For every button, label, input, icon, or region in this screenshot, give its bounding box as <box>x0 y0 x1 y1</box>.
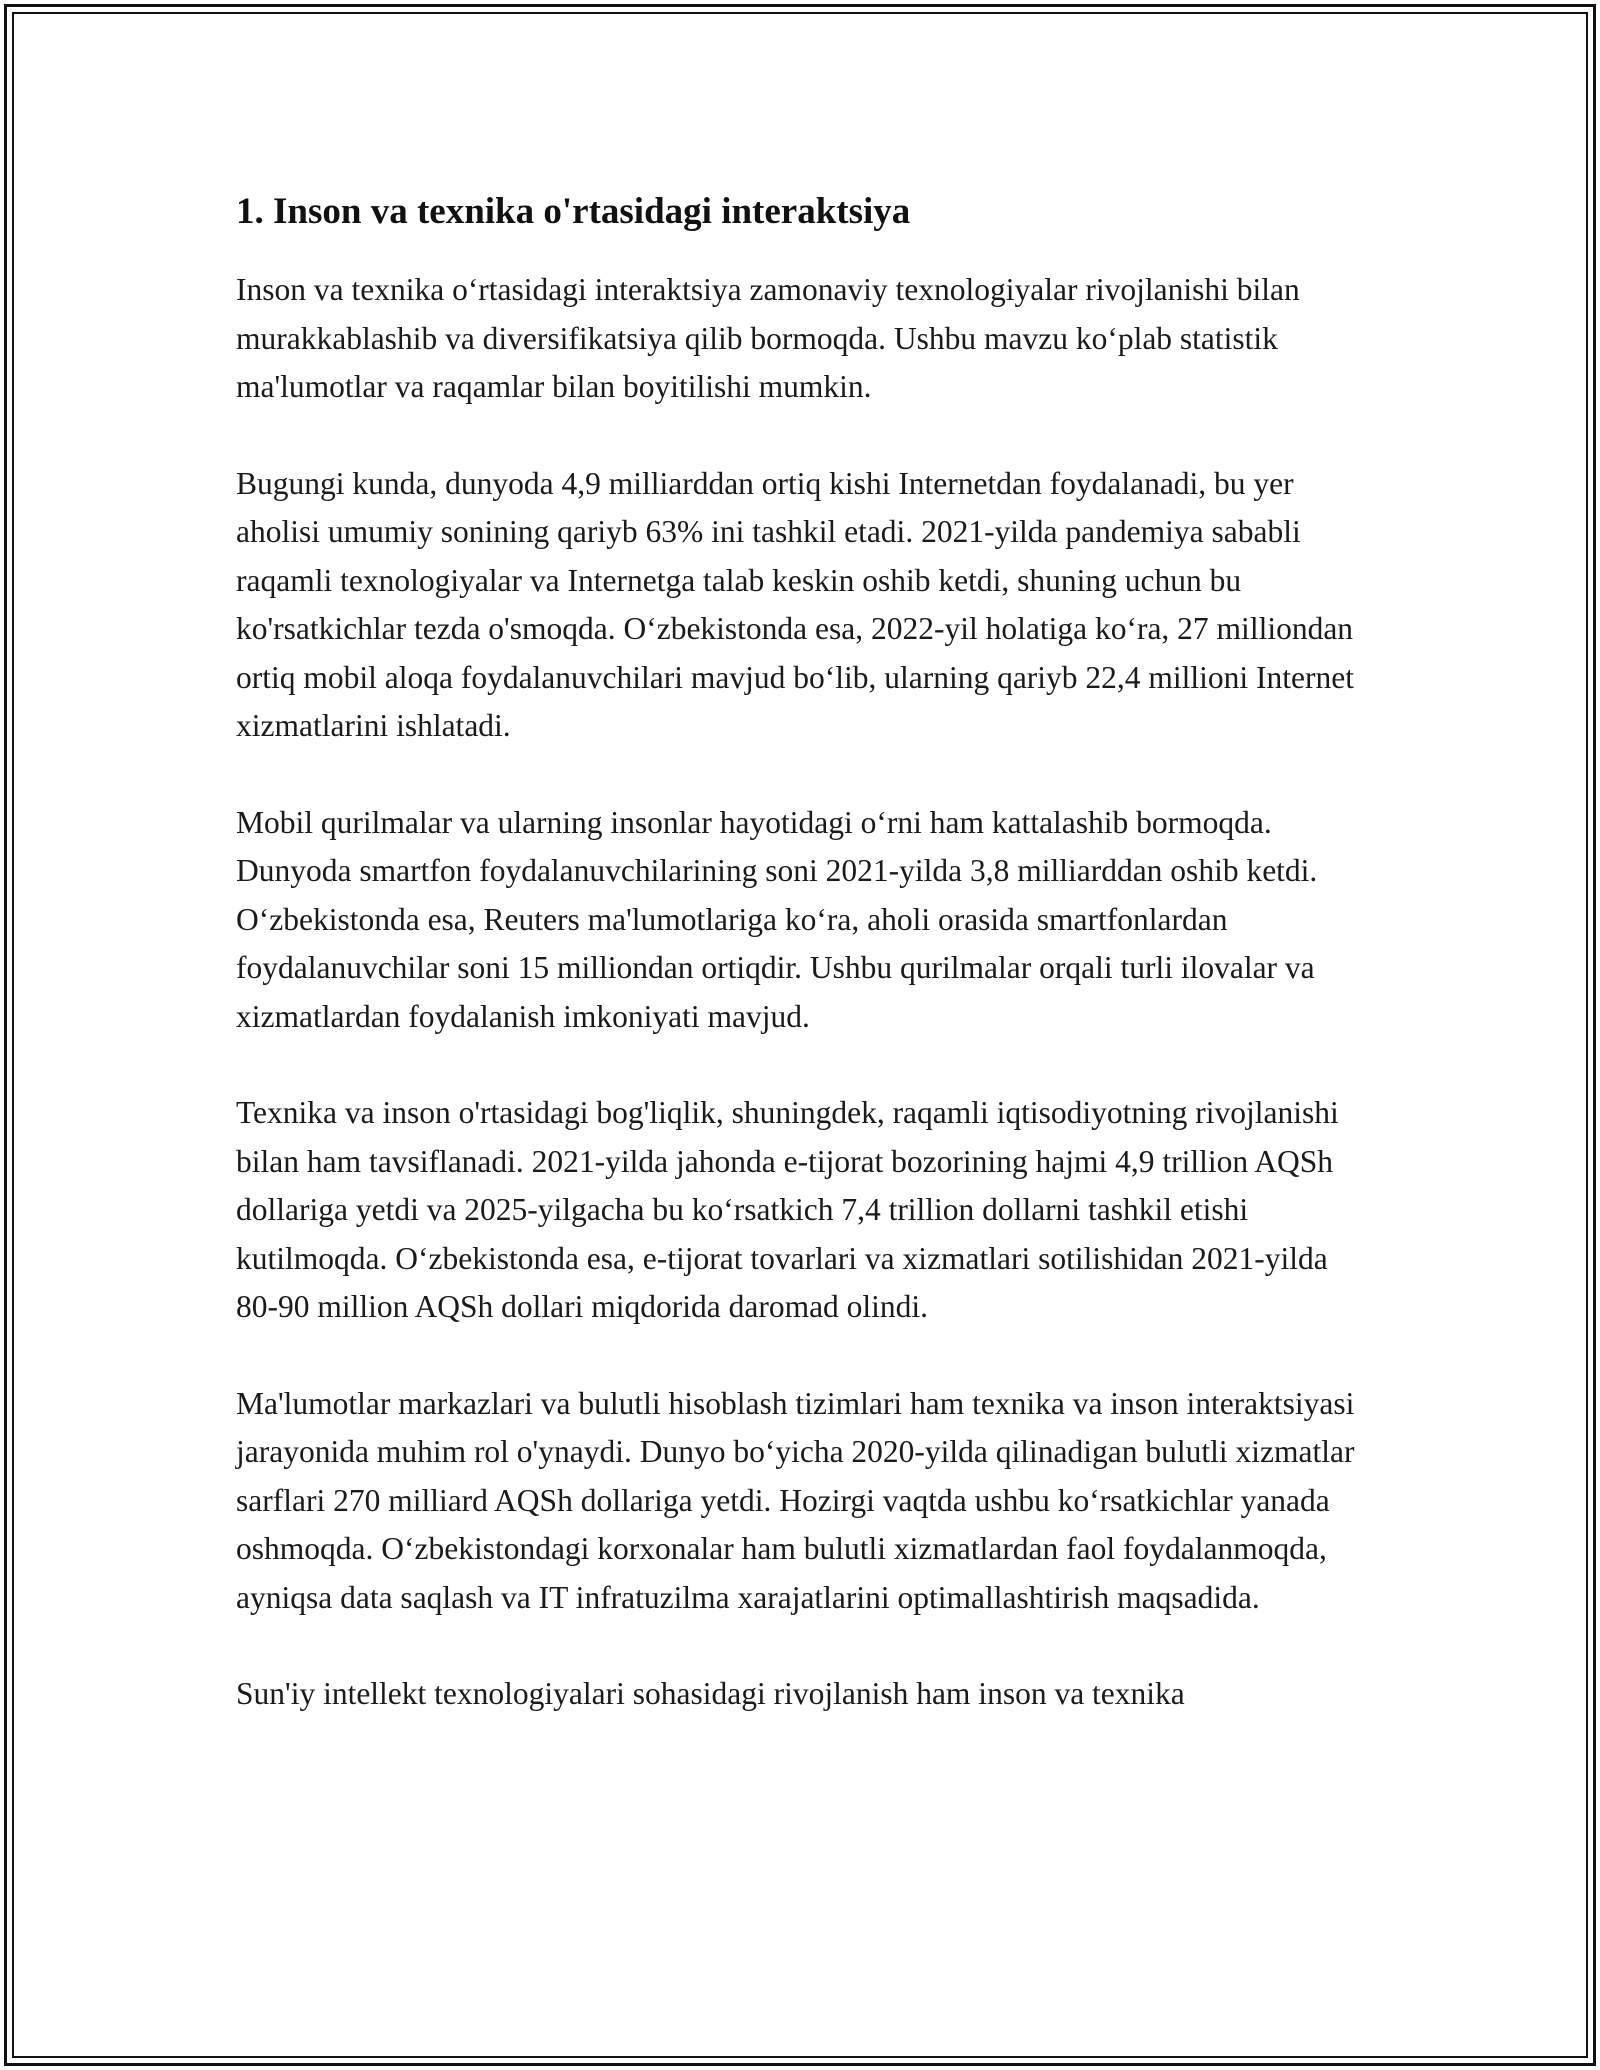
paragraph-digital-economy: Texnika va inson o'rtasidagi bog'liqlik, shuningdek, raqamli iqtisodiyotning rivojlanishi bilan ham tavsiflanadi. 2021-yilda jahonda e-tijorat bozorining hajmi 4,9 trillion AQSh dollariga yetdi va 2025-yilgacha bu ko‘rsatkich 7,4 trillion dollarni tashkil etishi kutilmoqda. O‘zbekistonda esa, e-tijorat tovarlari va xizmatlari sotilishidan 2021-yilda 80-90 million AQSh dollari miqdorida daromad olindi. <box>236 1095 1339 1324</box>
paragraph-internet-usage: Bugungi kunda, dunyoda 4,9 milliarddan ortiq kishi Internetdan foydalanadi, bu yer aholisi umumiy sonining qariyb 63% ini tashkil etadi. 2021-yilda pandemiya sababli raqamli texnologiyalar va Internetga talab keskin oshib ketdi, shuning uchun bu ko'rsatkichlar tezda o'smoqda. O‘zbekistonda esa, 2022-yil holatiga ko‘ra, 27 milliondan ortiq mobil aloqa foydalanuvchilari mavjud bo‘lib, ularning qariyb 22,4 millioni Internet xizmatlarini ishlatadi. <box>236 465 1355 743</box>
paragraph-ai: Sun'iy intellekt texnologiyalari sohasidagi rivojlanish ham inson va texnika <box>236 1676 1185 1711</box>
paragraph-data-centers: Ma'lumotlar markazlari va bulutli hisoblash tizimlari ham texnika va inson interaktsiyasi jarayonida muhim rol o'ynaydi. Dunyo bo‘yicha 2020-yilda qilinadigan bulutli xizmatlar sarflari 270 milliard AQSh dollariga yetdi. Hozirgi vaqtda ushbu ko‘rsatkichlar yanada oshmoqda. O‘zbekistondagi korxonalar ham bulutli xizmatlardan faol foydalanmoqda, ayniqsa data saqlash va IT infratuzilma xarajatlarini optimallashtirish maqsadida. <box>236 1385 1355 1615</box>
section-heading: 1. Inson va texnika o'rtasidagi interaktsiya <box>236 191 911 232</box>
document-body <box>236 188 1366 1719</box>
paragraph-intro: Inson va texnika o‘rtasidagi interaktsiya zamonaviy texnologiyalar rivojlanishi bilan murakkablashib va diversifikatsiya qilib bormoqda. Ushbu mavzu ko‘plab statistik ma'lumotlar va raqamlar bilan boyitilishi mumkin. <box>236 272 1300 404</box>
paragraph-mobile-devices: Mobil qurilmalar va ularning insonlar hayotidagi o‘rni ham kattalashib bormoqda. Dunyoda smartfon foydalanuvchilarining soni 2021-yilda 3,8 milliarddan oshib ketdi. O‘zbekistonda esa, Reuters ma'lumotlariga ko‘ra, aholi orasida smartfonlardan foydalanuvchilar soni 15 milliondan ortiqdir. Ushbu qurilmalar orqali turli ilovalar va xizmatlardan foydalanish imkoniyati mavjud. <box>236 804 1318 1034</box>
